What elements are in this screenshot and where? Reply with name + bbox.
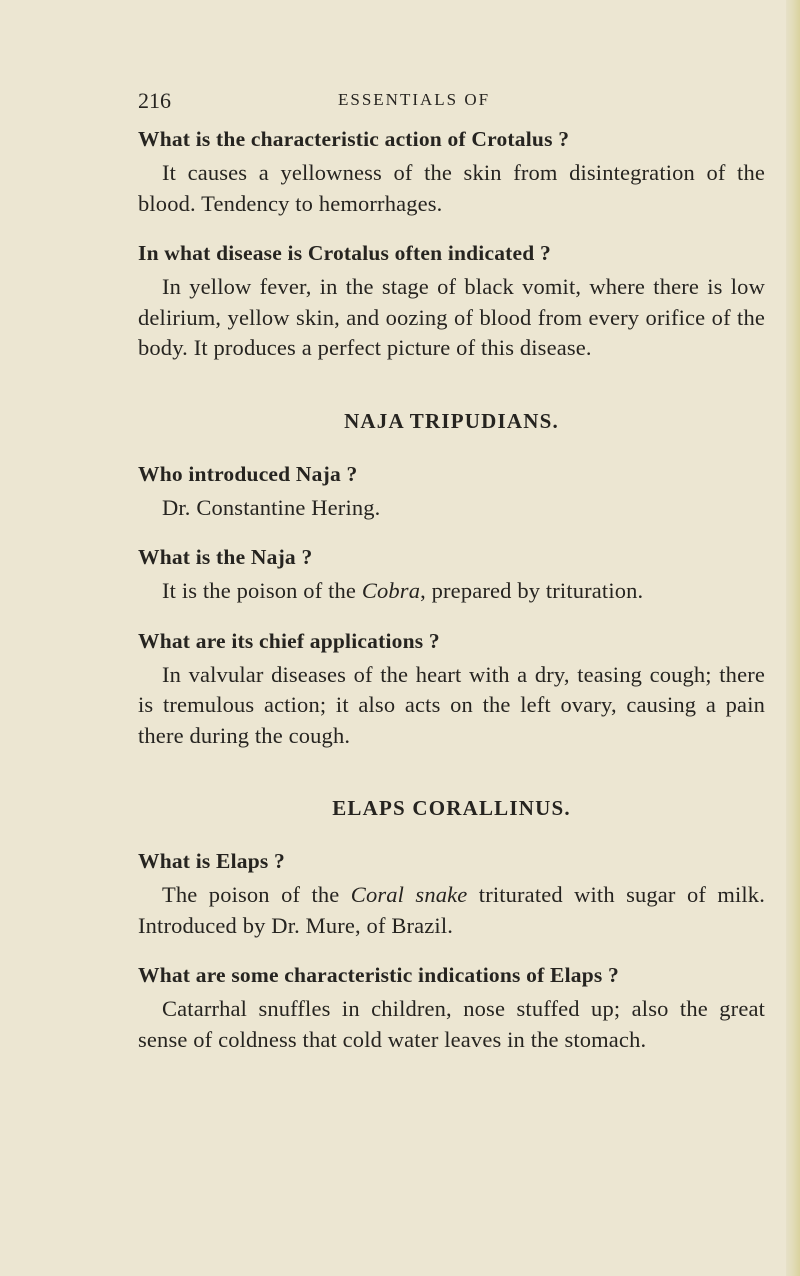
- answer-crotalus-disease: In yellow fever, in the stage of black vomit, where there is low delirium, yellow skin, and oozing of blood from every orifice of the body. It produces a perfect picture of this disease.: [138, 274, 765, 360]
- page-edge: [786, 0, 800, 1276]
- answer-naja-what-part1: It is the poison of the: [162, 578, 362, 603]
- question-elaps-what: What is Elaps ?: [138, 849, 285, 873]
- section-heading-naja: NAJA TRIPUDIANS.: [344, 408, 559, 433]
- question-elaps-indications: What are some characteristic indications of Elaps ?: [138, 963, 619, 987]
- book-page: [138, 88, 765, 1074]
- answer-naja-introduced: Dr. Constantine Hering.: [162, 494, 381, 520]
- answer-elaps-what: [138, 880, 765, 941]
- question-crotalus-action: What is the characteristic action of Crotalus ?: [138, 127, 570, 151]
- question-naja-applications: What are its chief applications ?: [138, 628, 440, 653]
- question-crotalus-disease: In what disease is Crotalus often indicated ?: [138, 241, 551, 265]
- running-head-title: ESSENTIALS OF: [338, 90, 491, 109]
- answer-elaps-what-part2: triturated with sugar of milk. Introduced by Dr. Mure, of Brazil.: [138, 882, 765, 938]
- answer-naja-what-part2: , prepared by trituration.: [420, 578, 644, 603]
- question-naja-introduced: Who introduced Naja ?: [138, 461, 358, 486]
- answer-naja-what-italic: Cobra: [361, 578, 421, 603]
- running-head: [138, 88, 765, 118]
- answer-naja-applications: In valvular diseases of the heart with a dry, teasing cough; there is tremulous action; it also acts on the left ovary, causing a pain there during the cough.: [138, 661, 765, 748]
- answer-elaps-what-italic: Coral snake: [350, 882, 468, 907]
- answer-naja-what: [138, 576, 765, 607]
- question-naja-what: What is the Naja ?: [138, 545, 313, 569]
- page-number: 216: [138, 88, 171, 113]
- answer-elaps-indications: Catarrhal snuffles in children, nose stuffed up; also the great sense of coldness that cold water leaves in the stomach.: [138, 996, 765, 1052]
- section-heading-elaps: ELAPS CORALLINUS.: [332, 796, 571, 820]
- answer-crotalus-action: It causes a yellowness of the skin from disintegration of the blood. Tendency to hemorrhages.: [138, 160, 765, 216]
- answer-elaps-what-part1: The poison of the: [162, 882, 351, 907]
